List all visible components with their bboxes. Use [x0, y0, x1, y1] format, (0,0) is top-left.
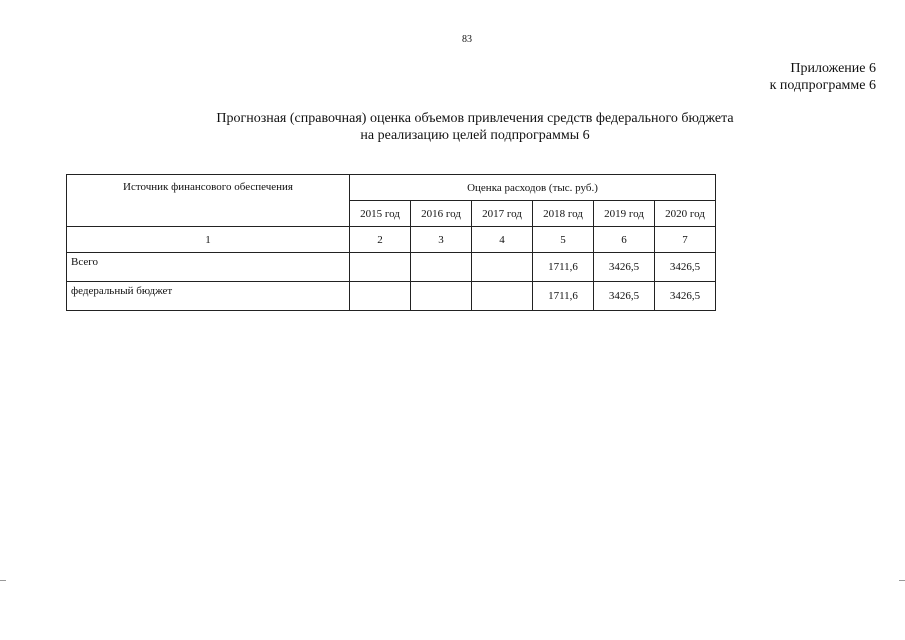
source-header: Источник финансового обеспечения [67, 175, 350, 227]
column-number: 4 [472, 227, 533, 253]
value-cell [350, 253, 411, 282]
appendix-line-1: Приложение 6 [790, 61, 876, 76]
value-cell: 1711,6 [533, 253, 594, 282]
appendix-line-2: к подпрограмме 6 [769, 78, 876, 93]
table-row-total [67, 253, 716, 282]
title-line-2: на реализацию целей подпрограммы 6 [360, 128, 590, 143]
column-numbers-row [67, 227, 716, 253]
column-number: 3 [411, 227, 472, 253]
table-header-row [67, 175, 716, 201]
page-number: 83 [462, 34, 472, 45]
year-header: 2015 год [350, 201, 411, 227]
title-line-1: Прогнозная (справочная) оценка объемов привлечения средств федерального бюджета [216, 111, 734, 126]
value-cell: 3426,5 [594, 282, 655, 311]
value-cell [411, 282, 472, 311]
year-header: 2018 год [533, 201, 594, 227]
column-number: 1 [67, 227, 350, 253]
document-title [160, 110, 790, 144]
value-cell [350, 282, 411, 311]
column-number: 2 [350, 227, 411, 253]
value-cell: 1711,6 [533, 282, 594, 311]
appendix-reference [770, 60, 876, 94]
page-edge-mark [899, 580, 905, 581]
column-number: 7 [655, 227, 716, 253]
year-header: 2019 год [594, 201, 655, 227]
page-edge-mark [0, 580, 6, 581]
row-label: Всего [67, 253, 350, 282]
row-label: федеральный бюджет [67, 282, 350, 311]
value-cell: 3426,5 [655, 282, 716, 311]
column-number: 6 [594, 227, 655, 253]
value-cell [472, 253, 533, 282]
estimate-header: Оценка расходов (тыс. руб.) [350, 175, 716, 201]
value-cell: 3426,5 [594, 253, 655, 282]
year-header: 2020 год [655, 201, 716, 227]
budget-table [66, 174, 716, 311]
value-cell: 3426,5 [655, 253, 716, 282]
year-header: 2017 год [472, 201, 533, 227]
value-cell [411, 253, 472, 282]
value-cell [472, 282, 533, 311]
table-row-federal [67, 282, 716, 311]
year-header: 2016 год [411, 201, 472, 227]
column-number: 5 [533, 227, 594, 253]
